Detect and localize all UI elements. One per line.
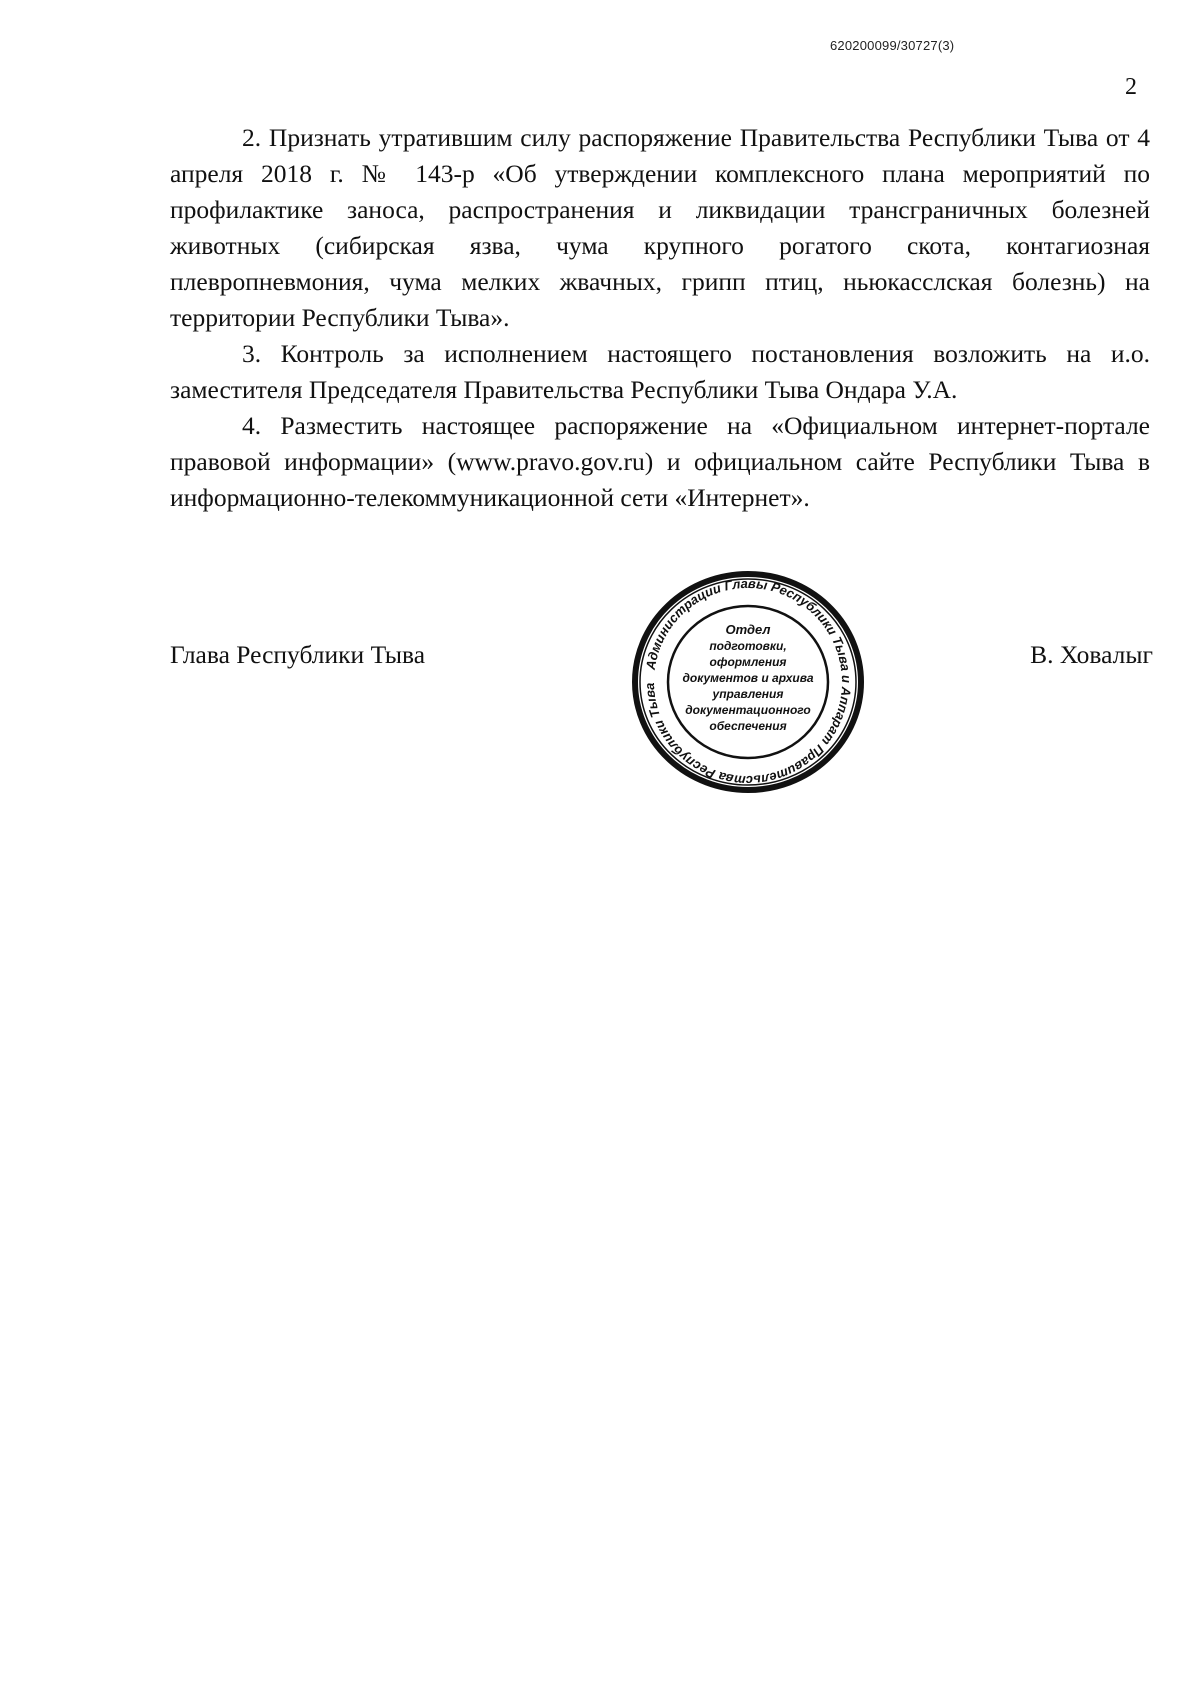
stamp-ring-textpath: Администрации Главы Республики Тыва и Аппарат Правительства Республики Тыва	[641, 575, 855, 789]
stamp-center-line: документационного	[685, 703, 811, 717]
stamp-center-text	[682, 622, 813, 733]
paragraph-4: 4. Разместить настоящее распоряжение на «Официальном интернет-портале правовой информации» (www.pravo.gov.ru) и официальном сайте Республики Тыва в информационно-телекоммуникационной сети «Интернет».	[170, 411, 1150, 512]
stamp-center-line: подготовки,	[709, 639, 787, 653]
document-registration-number: 620200099/30727(3)	[830, 38, 955, 53]
paragraph-2: 2. Признать утратившим силу распоряжение Правительства Республики Тыва от 4 апреля 2018 г. № 143-р «Об утверждении комплексного плана мероприятий по профилактике заноса, распространения и ликвидации трансграничных болезней животных (сибирская язва, чума крупного рогатого скота, контагиозная плевропневмония, чума мелких жвачных, грипп птиц, ньюкасслская болезнь) на территории Республики Тыва».	[170, 123, 1150, 332]
stamp-center-line: Отдел	[725, 622, 771, 637]
stamp-center-line: документов и архива	[682, 671, 814, 685]
document-body	[170, 120, 1150, 516]
paragraph-3: 3. Контроль за исполнением настоящего постановления возложить на и.о. заместителя Председателя Правительства Республики Тыва Ондара У.А.	[170, 339, 1150, 404]
page-number: 2	[1125, 74, 1137, 100]
official-stamp-seal	[628, 562, 868, 802]
stamp-center-line: обеспечения	[709, 719, 787, 733]
signatory-name: В. Ховалыг	[1030, 640, 1153, 669]
stamp-center-line: управления	[712, 687, 784, 701]
signatory-title: Глава Республики Тыва	[170, 640, 426, 669]
stamp-center-line: оформления	[709, 655, 787, 669]
